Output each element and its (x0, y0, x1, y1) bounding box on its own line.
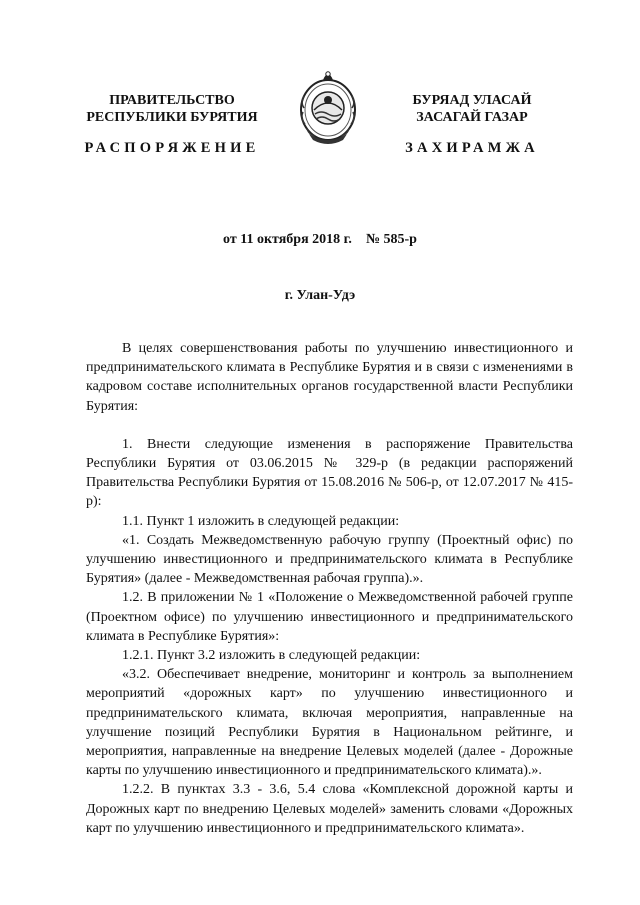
coat-of-arms-icon (295, 66, 361, 146)
government-name-buryat (362, 92, 582, 126)
decree-type-buryat: ЗАХИРАМЖА (405, 140, 539, 156)
decree-date: от 11 октября 2018 г. (223, 232, 352, 247)
paragraph-item-1-2-1: 1.2.1. Пункт 3.2 изложить в следующей редакции: (122, 648, 421, 664)
paragraph-preamble: В целях совершенствования работы по улучшению инвестиционного и предпринимательского климата в Республике Бурятия и в связи с изменениями в кадровом составе исполнительных органов государственной власти Республики Бурятия: (86, 341, 573, 414)
paragraph-item-1-2: 1.2. В приложении № 1 «Положение о Межведомственной рабочей группе (Проектном офисе) по улучшению инвестиционного и предпринимательского климата в Республике Бурятия»: (86, 590, 573, 644)
decree-city: г. Улан-Удэ (284, 288, 356, 303)
paragraph-item-1-1: 1.1. Пункт 1 изложить в следующей редакции: (122, 513, 400, 529)
government-name-buryat-line1: БУРЯАД УЛАСАЙ (412, 93, 532, 108)
paragraph-item-1-1-text: «1. Создать Межведомственную рабочую группу (Проектный офис) по улучшению инвестиционного и предпринимательского климата в Республике Бурятия» (далее - Межведомственная рабочая группа).». (86, 532, 573, 587)
paragraph-item-1: 1. Внести следующие изменения в распоряжение Правительства Республики Бурятия от 03.06.2015 № 329-р (в редакции распоряжений Правительства Республики Бурятия от 15.08.2016 № 506-р, от 12.07.2017 № 415-р): (86, 436, 573, 510)
decree-type-russian: РАСПОРЯЖЕНИЕ (84, 140, 260, 156)
government-name-buryat-line2: ЗАСАГАЙ ГАЗАР (416, 110, 528, 125)
document-body (86, 339, 573, 838)
government-name-line1: ПРАВИТЕЛЬСТВО (109, 93, 235, 108)
government-name-line2: РЕСПУБЛИКИ БУРЯТИЯ (86, 110, 258, 125)
government-name-russian (62, 92, 282, 126)
decree-number: № 585-р (365, 232, 417, 247)
paragraph-item-1-2-1-text: «3.2. Обеспечивает внедрение, мониторинг и контроль за выполнением мероприятий «дорожных карт» по улучшению инвестиционного и предпринимательского климата, включая мероприятия, направленные на улучшение позиций Республики Бурятия в Национальном рейтинге, и мероприятия, направленные на внедрение Целевых моделей (далее - Дорожные карты по улучшению инвестиционного и предпринимательского климата).». (86, 667, 573, 779)
decree-date-line (0, 232, 640, 248)
paragraph-item-1-2-2: 1.2.2. В пунктах 3.3 - 3.6, 5.4 слова «Комплексной дорожной карты и Дорожных карт по внедрению Целевых моделей» заменить словами «Дорожных карт по улучшению инвестиционного и предпринимательского климата». (86, 782, 573, 836)
